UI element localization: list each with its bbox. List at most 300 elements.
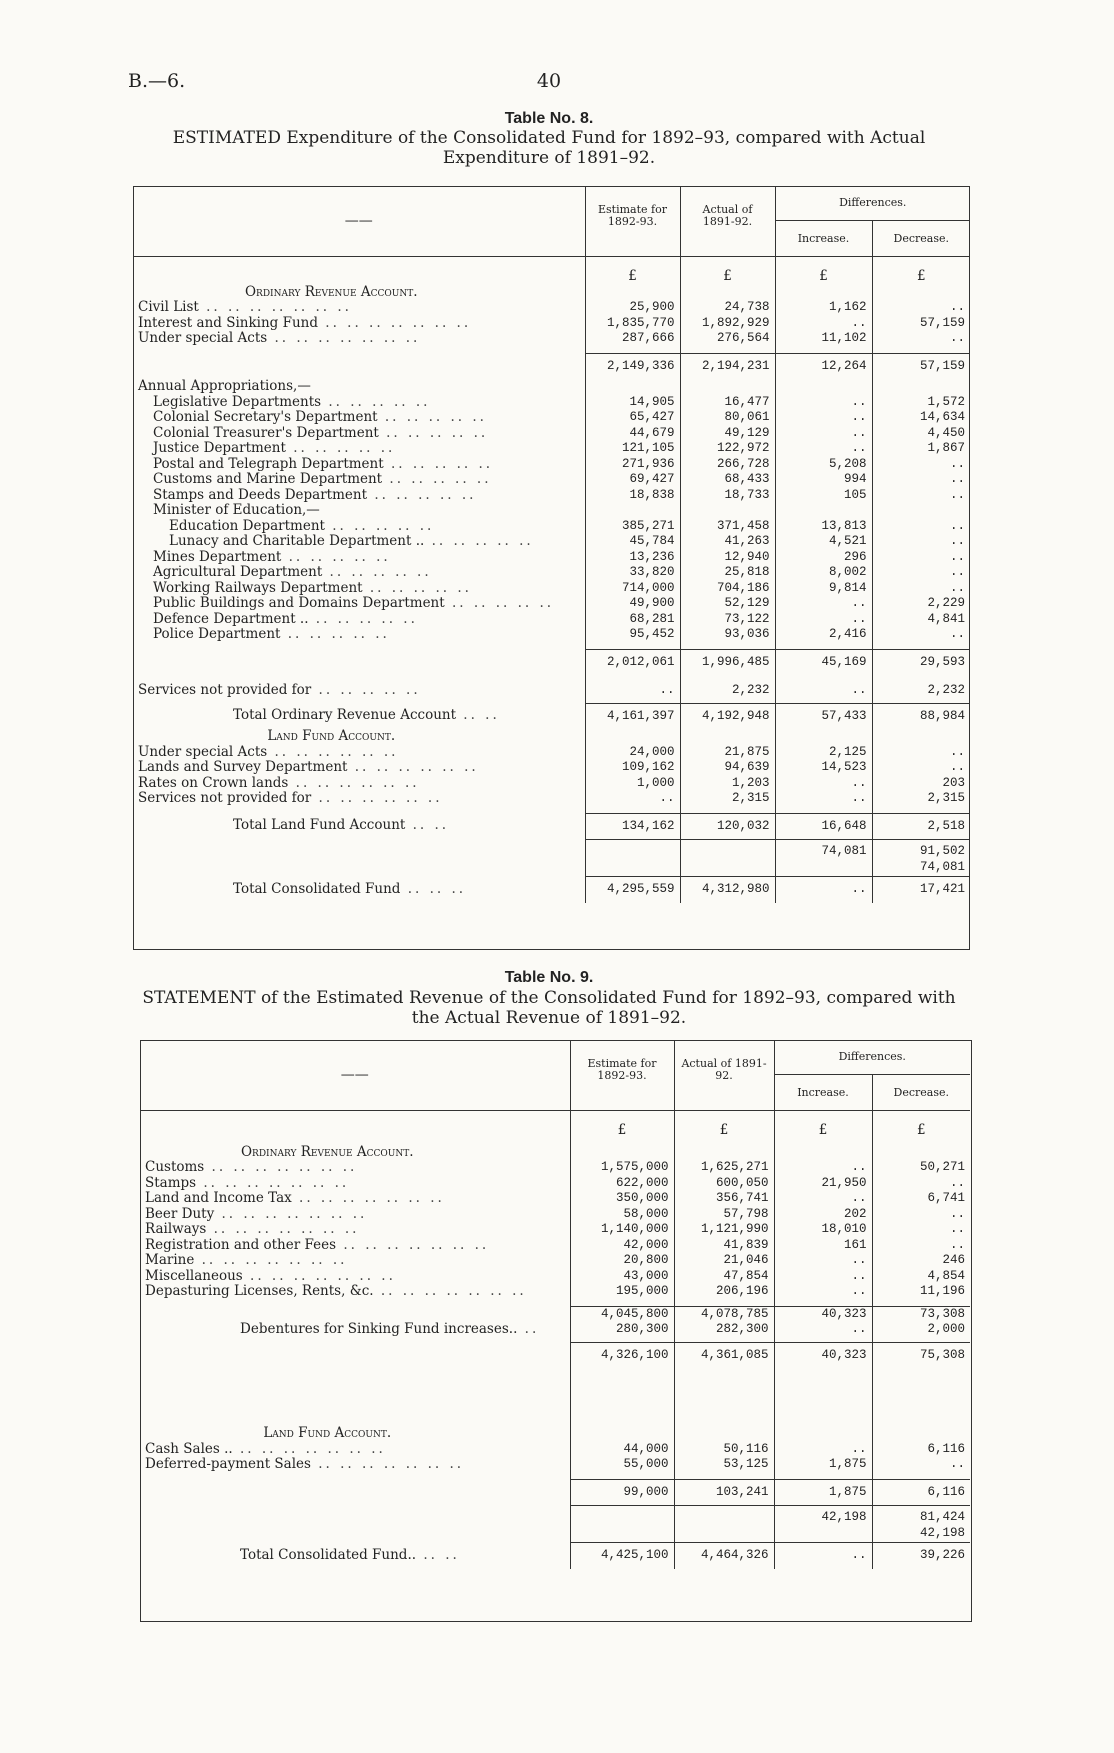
row-label: Land and Income Tax .. .. .. .. .. .. .. [145,1191,445,1206]
cell-est: 45,784 [585,534,680,550]
cell-dec: 246 [872,1253,970,1269]
cell-inc: 1,875 [774,1457,872,1473]
cell-est: 1,140,000 [570,1222,674,1238]
cell-act: 371,458 [680,519,775,535]
spacer [140,1123,570,1139]
row-label-text: Colonial Secretary's Department [153,410,378,425]
cell-est: 271,936 [585,457,680,473]
row-label: Stamps and Deeds Department .. .. .. .. .. [153,487,477,503]
spacer [140,1506,570,1543]
cell-act: 21,875 [680,745,775,761]
empty-cell [872,1426,970,1442]
cell-dec: 88,984 [872,703,970,729]
spacer [133,257,585,270]
row-label: Colonial Treasurer's Department .. .. .. .. .. [153,425,489,441]
cell-dec: .. [872,745,970,761]
cell-inc: 1,875 [774,1479,872,1506]
cell-est: 42,000 [570,1238,674,1254]
cell-est: 68,281 [585,612,680,628]
cell-est: 622,000 [570,1176,674,1192]
empty-cell [674,1506,774,1543]
cell-est: 65,427 [585,410,680,426]
row-label: Depasturing Licenses, Rents, &c. .. .. .. .. .. .. .. [145,1284,527,1299]
cell-inc: 994 [775,472,872,488]
table-row [133,581,970,597]
cell-est: 55,000 [570,1457,674,1473]
cell-dec: .. [872,581,970,597]
row-label: Lunacy and Charitable Department .. .. .. .. .. .. [169,534,534,549]
cell-est: 24,000 [585,745,680,761]
cell-inc: .. [775,612,872,628]
row-label: Stamps .. .. .. .. .. .. .. [145,1175,350,1191]
cell-est: 4,045,800 [570,1306,674,1322]
row-label-text: Defence Department .. [153,611,309,627]
table-row [133,519,970,535]
cell-act: 73,122 [680,612,775,628]
cell-inc: .. [775,441,872,457]
row-label [140,1306,570,1322]
cell-inc: .. [774,1160,872,1176]
cell-act: 1,203 [680,776,775,792]
cell-dec: .. [872,300,970,316]
table9-caption: Table No. 9. [504,969,594,986]
cell-act: 1,121,990 [674,1222,774,1238]
page-number: 40 [536,70,562,92]
row-label-text: Stamps and Deeds Department [153,487,368,503]
debentures-row [140,1322,970,1338]
cell-est: 4,161,397 [585,703,680,729]
row-label-text: Colonial Treasurer's Department [153,425,379,441]
spacer [872,1368,970,1426]
table-row [133,472,970,488]
currency-symbol: £ [585,269,680,285]
row-label-text: Railways [145,1222,207,1237]
spacer [133,840,585,877]
row-label [133,353,585,379]
row-label: Legislative Departments .. .. .. .. .. [153,394,431,410]
cell-dec: 57,159 [872,316,970,332]
table-row [133,503,970,519]
spacer [570,1368,674,1426]
row-label: Total Ordinary Revenue Account .. .. [233,707,500,723]
table9-header-decrease: Decrease. [872,1075,970,1111]
table-row [140,1284,970,1300]
currency-symbol: £ [570,1123,674,1139]
spacer-row [140,1368,970,1426]
empty-cell [775,379,872,395]
cell-inc: .. [775,426,872,442]
cell-dec: .. [872,1176,970,1192]
cell-inc: .. [774,1442,872,1458]
table-row [140,1207,970,1223]
spacer [585,675,680,683]
row-label: Ordinary Revenue Account. [240,1143,414,1160]
table-row [140,1457,970,1473]
row-label: Cash Sales .. .. .. .. .. .. .. .. [145,1441,386,1457]
row-label: Customs .. .. .. .. .. .. .. [145,1160,358,1175]
net-increase-offset: 74,081 [920,859,966,874]
section-heading [140,1426,970,1442]
cell-est: 69,427 [585,472,680,488]
cell-est: .. [585,683,680,699]
table9 [140,1040,970,1569]
table-row [140,1160,970,1176]
cell-dec: 1,867 [872,441,970,457]
net-increase-offset: 42,198 [920,1525,966,1540]
spacer-row [140,1111,970,1124]
cell-act: 120,032 [680,813,775,840]
table9-header-differences: Differences. [774,1040,970,1075]
row-label-text: Legislative Departments [153,394,322,410]
table9-body [140,1111,970,1569]
row-label: Justice Department .. .. .. .. .. [153,441,396,456]
empty-cell [585,285,680,301]
spacer [133,269,585,285]
cell-est: 121,105 [585,441,680,457]
empty-cell [585,729,680,745]
cell-inc: 5,208 [775,457,872,473]
row-label: Beer Duty .. .. .. .. .. .. .. [145,1206,368,1222]
cell-est: 1,000 [585,776,680,792]
grand-total-row [140,1543,970,1569]
subtotal-row [133,649,970,675]
cell-est: 2,149,336 [585,353,680,379]
cell-est [585,503,680,519]
table-row [133,627,970,643]
cell-est: 2,012,061 [585,649,680,675]
cell-inc: .. [775,316,872,332]
row-label-text: Miscellaneous [145,1268,243,1284]
currency-row [140,1123,970,1139]
subtotal-row [140,1479,970,1506]
table-row [133,596,970,612]
cell-inc: 105 [775,488,872,504]
currency-symbol: £ [872,1123,970,1139]
table8-subtitle: ESTIMATED Expenditure of the Consolidated Fund for 1892–93, compared with Actual Expenditure of 1891–92. [172,128,926,168]
table9-header-estimate: Estimate for 1892-93. [570,1040,674,1111]
cell-inc: 9,814 [775,581,872,597]
cell-est: 44,000 [570,1442,674,1458]
cell-act: 24,738 [680,300,775,316]
row-label: Deferred-payment Sales .. .. .. .. .. .. .. [145,1457,465,1472]
net-decrease: 81,424 [920,1510,966,1524]
cell-dec: 4,854 [872,1269,970,1285]
row-label-text: Under special Acts [138,744,268,760]
table8-header-actual: Actual of 1891-92. [680,186,775,257]
cell-inc: .. [774,1543,872,1569]
currency-symbol: £ [872,269,970,285]
table-row [133,316,970,332]
cell-act: 80,061 [680,410,775,426]
cell-inc: 2,416 [775,627,872,643]
cell-act: 4,312,980 [680,877,775,903]
table-row [133,565,970,581]
cell-est: .. [585,791,680,807]
row-label-text: Deferred-payment Sales [145,1457,311,1472]
row-label-text: Public Buildings and Domains Department [153,596,445,611]
row-label: Colonial Secretary's Department .. .. .. .. .. [153,410,487,425]
row-label: Total Land Fund Account .. .. [233,817,450,833]
row-label: Interest and Sinking Fund .. .. .. .. .. .. .. [138,315,472,331]
cell-act: 356,741 [674,1191,774,1207]
spacer [140,1111,570,1124]
row-label-text: Services not provided for [138,683,312,698]
row-label-text: Marine [145,1253,195,1268]
row-label-text: Civil List [138,300,199,315]
page-header [128,70,970,96]
table-row [133,488,970,504]
cell-act: 50,116 [674,1442,774,1458]
table-row [133,683,970,699]
row-label-text: Total Consolidated Fund [233,880,401,897]
cell-act: 2,315 [680,791,775,807]
row-label: Marine .. .. .. .. .. .. .. [145,1253,348,1268]
cell-dec: 17,421 [872,877,970,903]
row-label-text: Interest and Sinking Fund [138,315,318,331]
cell-act: 94,639 [680,760,775,776]
empty-cell [774,1145,872,1161]
row-label-text: Customs [145,1160,205,1175]
cell-dec: 39,226 [872,1543,970,1569]
cell-act: 12,940 [680,550,775,566]
cell-est: 109,162 [585,760,680,776]
cell-inc: .. [774,1253,872,1269]
cell-dec: 2,315 [872,791,970,807]
table-row [140,1269,970,1285]
cell-act: 18,733 [680,488,775,504]
cell-dec: .. [872,519,970,535]
total-row [133,813,970,840]
table9-header-increase: Increase. [774,1075,872,1111]
cell-inc: 1,162 [775,300,872,316]
row-label: Registration and other Fees .. .. .. .. .. .. .. [145,1237,490,1253]
cell-dec: .. [872,1222,970,1238]
net-difference-row [140,1506,970,1543]
cell-est: 134,162 [585,813,680,840]
cell-dec: .. [872,1457,970,1473]
cell-act: 276,564 [680,331,775,347]
row-label-text: Mines Department [153,549,282,565]
table8-header-decrease: Decrease. [872,221,970,257]
row-label-text: Under special Acts [138,331,268,346]
cell-inc: .. [774,1284,872,1300]
cell-dec: 6,116 [872,1442,970,1458]
table9-header-actual: Actual of 1891-92. [674,1040,774,1111]
cell-dec: 203 [872,776,970,792]
cell-inc: .. [775,683,872,699]
cell-inc: .. [775,791,872,807]
table-row [140,1191,970,1207]
row-label: Under special Acts .. .. .. .. .. .. .. [138,331,421,346]
row-label-text: Education Department [169,518,325,534]
cell-est: 195,000 [570,1284,674,1300]
table-row [140,1222,970,1238]
empty-cell [775,729,872,745]
empty-cell [872,729,970,745]
row-label-text: Agricultural Department [153,565,323,580]
cell-act: 57,798 [674,1207,774,1223]
spacer [133,675,585,683]
cell-act: 52,129 [680,596,775,612]
cell-act: 47,854 [674,1269,774,1285]
row-label-text: Total Consolidated Fund.. [240,1546,417,1563]
cell-inc: 2,125 [775,745,872,761]
cell-act: 266,728 [680,457,775,473]
cell-dec: .. [872,488,970,504]
row-label: Services not provided for .. .. .. .. .. [138,683,421,698]
row-label-text: Police Department [153,627,281,642]
cell-est: 4,326,100 [570,1342,674,1368]
cell-act: 1,996,485 [680,649,775,675]
cell-est: 714,000 [585,581,680,597]
row-label: Police Department .. .. .. .. .. [153,627,390,642]
total-row [133,703,970,729]
cell-dec: 75,308 [872,1342,970,1368]
row-label: Agricultural Department .. .. .. .. .. [153,565,432,580]
row-label-text: Customs and Marine Department [153,472,383,487]
cell-inc: 45,169 [775,649,872,675]
row-label: Under special Acts .. .. .. .. .. .. [138,744,399,760]
row-label: Ordinary Revenue Account. [244,283,418,300]
section-heading [140,1145,970,1161]
row-label: Total Consolidated Fund .. .. .. [233,880,467,897]
row-label: Lands and Survey Department .. .. .. .. .. .. [138,760,479,775]
cell-act: 49,129 [680,426,775,442]
table-row [140,1253,970,1269]
row-label-text: Services not provided for [138,791,312,806]
row-label-text: Beer Duty [145,1206,215,1222]
cell-dec: 14,634 [872,410,970,426]
cell-inc: .. [775,596,872,612]
currency-symbol: £ [674,1123,774,1139]
cell-est: 350,000 [570,1191,674,1207]
cell-est: 44,679 [585,426,680,442]
empty-cell [674,1145,774,1161]
cell-est: 18,838 [585,488,680,504]
cell-act: 41,839 [674,1238,774,1254]
cell-act: 68,433 [680,472,775,488]
cell-est: 25,900 [585,300,680,316]
table-row [133,612,970,628]
cell-act: 122,972 [680,441,775,457]
currency-symbol: £ [775,269,872,285]
table-row [140,1238,970,1254]
table-row [133,395,970,411]
cell-act: 93,036 [680,627,775,643]
cell-inc: 42,198 [774,1506,872,1543]
row-label-text: Total Land Fund Account [233,817,406,833]
spacer [140,1368,570,1426]
cell-act [680,503,775,519]
cell-est: 385,271 [585,519,680,535]
cell-est: 1,835,770 [585,316,680,332]
row-label: Rates on Crown lands .. .. .. .. .. .. [138,775,420,791]
table-row [133,426,970,442]
cell-inc: 11,102 [775,331,872,347]
cell-inc: .. [775,877,872,903]
table8-header-increase: Increase. [775,221,872,257]
empty-cell [680,729,775,745]
cell-dec: .. [872,1238,970,1254]
cell-act: 21,046 [674,1253,774,1269]
table-row [140,1176,970,1192]
cell-dec [872,1506,970,1543]
cell-est: 4,295,559 [585,877,680,903]
cell-act: 41,263 [680,534,775,550]
subtotal-row [140,1306,970,1322]
cell-dec: 4,841 [872,612,970,628]
row-label [133,649,585,675]
cell-act: 2,232 [680,683,775,699]
cell-dec: 57,159 [872,353,970,379]
row-label-text: Total Ordinary Revenue Account [233,707,457,723]
cell-inc: 74,081 [775,840,872,877]
row-label-text: Stamps [145,1175,197,1191]
cell-act: 4,078,785 [674,1306,774,1322]
table8-body [133,257,970,903]
row-label-text: Rates on Crown lands [138,775,289,791]
cell-dec [872,503,970,519]
cell-act: 103,241 [674,1479,774,1506]
row-label: Customs and Marine Department .. .. .. .. .. [153,472,492,487]
cell-inc: .. [774,1191,872,1207]
cell-inc: 161 [774,1238,872,1254]
cell-inc: 12,264 [775,353,872,379]
row-label-text: Working Railways Department [153,580,363,596]
table-row [133,331,970,347]
cell-inc: 4,521 [775,534,872,550]
spacer [872,675,970,683]
row-label: Land Fund Account. [267,728,396,744]
cell-inc: 57,433 [775,703,872,729]
cell-est: 49,900 [585,596,680,612]
empty-cell [674,1426,774,1442]
spacer-row [133,675,970,683]
row-label: Railways .. .. .. .. .. .. .. [145,1222,360,1237]
row-label: Annual Appropriations,— [138,379,311,394]
cell-act: 53,125 [674,1457,774,1473]
cell-inc: 40,323 [774,1306,872,1322]
cell-est: 20,800 [570,1253,674,1269]
table-row [140,1442,970,1458]
row-label: Land Fund Account. [263,1425,392,1441]
empty-cell [872,379,970,395]
row-label: Public Buildings and Domains Department .. .. .. .. .. [153,596,555,611]
row-label: Postal and Telegraph Department .. .. .. .. .. [153,456,494,472]
spacer [775,675,872,683]
table-row [133,760,970,776]
empty-cell [872,285,970,301]
row-label: Education Department .. .. .. .. .. [169,518,435,534]
table9-subtitle: STATEMENT of the Estimated Revenue of the Consolidated Fund for 1892–93, compared with the Actual Revenue of 1891–92. [142,988,956,1028]
cell-inc: .. [774,1269,872,1285]
cell-est: 280,300 [570,1322,674,1338]
row-label-text: Registration and other Fees [145,1237,337,1253]
empty-cell [570,1426,674,1442]
empty-cell [680,840,775,877]
cell-dec: .. [872,534,970,550]
empty-cell [570,1145,674,1161]
row-label: Total Consolidated Fund.. .. .. [240,1546,460,1563]
empty-cell [774,1426,872,1442]
cell-inc: 18,010 [774,1222,872,1238]
cell-dec: 1,572 [872,395,970,411]
empty-cell [570,1506,674,1543]
cell-dec: .. [872,627,970,643]
empty-cell [680,285,775,301]
spacer-row [133,257,970,270]
row-label-text: Cash Sales .. [145,1441,233,1457]
